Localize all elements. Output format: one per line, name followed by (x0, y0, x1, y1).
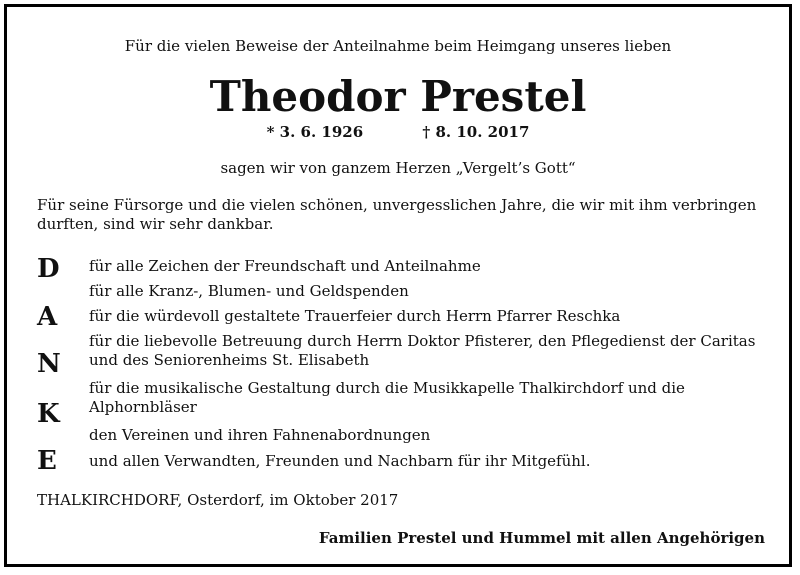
deceased-name: Theodor Prestel (209, 72, 587, 121)
danke-letter: A (37, 302, 58, 332)
place-and-date: THALKIRCHDORF, Osterdorf, im Oktober 2017 (37, 491, 399, 509)
death-date: † 8. 10. 2017 (422, 123, 530, 141)
thanks-item: für die liebevolle Betreuung durch Herrn Doktor Pfisterer, den Pflegedienst der Caritas und des Seniorenheims St. Elisabeth (89, 332, 756, 369)
danke-letter: D (37, 254, 60, 284)
thanks-item: für alle Kranz-, Blumen- und Geldspenden (89, 282, 409, 300)
birth-date: * 3. 6. 1926 (266, 123, 364, 141)
life-dates (7, 123, 789, 141)
thanks-item: für alle Zeichen der Freundschaft und Anteilnahme (89, 257, 481, 275)
danke-letter: K (37, 399, 60, 429)
thanks-item: für die musikalische Gestaltung durch die Musikkapelle Thalkirchdorf und die Alphornbläser (89, 379, 685, 416)
thanks-item: für die würdevoll gestaltete Trauerfeier durch Herrn Pfarrer Reschka (89, 307, 621, 325)
thanks-line: sagen wir von ganzem Herzen „Vergelt’s Gott“ (220, 159, 576, 177)
danke-letter: N (37, 349, 61, 379)
danke-letter: E (37, 446, 57, 476)
intro-text: Für die vielen Beweise der Anteilnahme beim Heimgang unseres lieben (124, 37, 672, 55)
thanks-item: den Vereinen und ihren Fahnenabordnungen (89, 426, 431, 444)
signature: Familien Prestel und Hummel mit allen Angehörigen (318, 529, 765, 547)
obituary-notice (4, 4, 792, 567)
gratitude-paragraph: Für seine Fürsorge und die vielen schönen, unvergesslichen Jahre, die wir mit ihm verbringen durften, sind wir sehr dankbar. (37, 196, 757, 233)
thanks-item: und allen Verwandten, Freunden und Nachbarn für ihr Mitgefühl. (89, 452, 591, 470)
